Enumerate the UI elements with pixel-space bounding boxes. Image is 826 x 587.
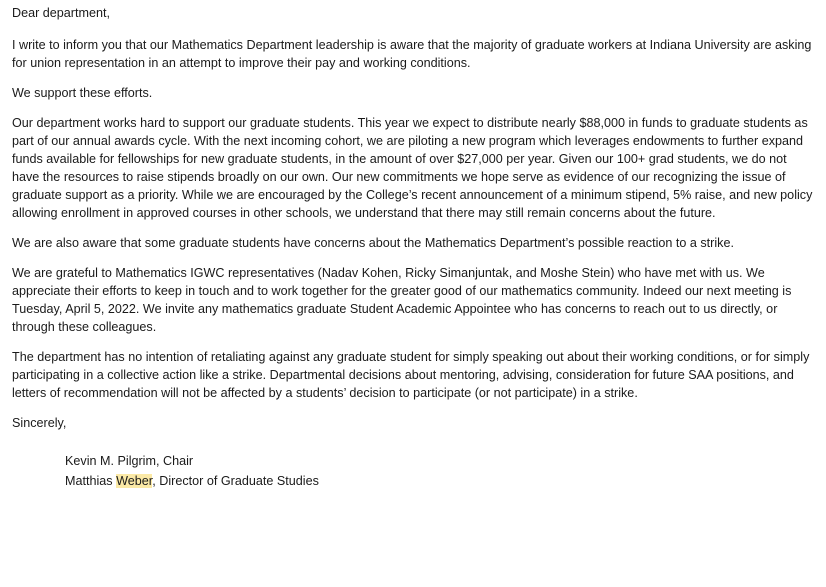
letter-greeting: Dear department, [12,6,111,20]
paragraph-support-statement: We support these efforts. [12,86,153,100]
paragraph-union-representation: I write to inform you that our Mathematics Department leadership is aware that the majority of graduate workers at Indiana University are asking for union representation in an attempt to improve their pay and working conditions. [12,38,812,70]
highlighted-surname: Weber [116,474,153,488]
signature-director-title: , Director of Graduate Studies [152,474,319,488]
paragraph-no-retaliation: The department has no intention of retaliating against any graduate student for simply speaking out about their working conditions, or for simply participating in a collective action like a strike. Departmental decisions about mentoring, advising, consideration for future SAA positions, and letters of recommendation will not be affected by a students’ decision to participate (or not participate) in a strike. [12,350,810,400]
letter-closing: Sincerely, [12,416,67,430]
paragraph-funding: Our department works hard to support our graduate students. This year we expect to distribute nearly $88,000 in funds to graduate students as part of our annual awards cycle. With the next incoming cohort, we are piloting a new program which leverages endowments to further expand funds available for fellowships for new graduate students, in the amount of over $27,000 per year. Given our 100+ grad students, we do not have the resources to raise stipends broadly on our own. Our new commitments we hope serve as evidence of our recognizing the issue of graduate support as a priority. While we are encouraged by the College’s recent announcement of a minimum stipend, 5% raise, and new policy allowing enrollment in approved courses in other schools, we understand that there may still remain concerns about the future. [12,116,813,220]
letter-document [12,4,816,492]
signature-block [12,452,816,490]
signature-director [65,472,816,490]
signature-chair: Kevin M. Pilgrim, Chair [65,454,194,468]
signature-director-first-name: Matthias [65,474,113,488]
paragraph-igwc-representatives: We are grateful to Mathematics IGWC representatives (Nadav Kohen, Ricky Simanjuntak, and Moshe Stein) who have met with us. We appreciate their efforts to keep in touch and to work together for the greater good of our mathematics community. Indeed our next meeting is Tuesday, April 5, 2022. We invite any mathematics graduate Student Academic Appointee who has concerns to reach out to us directly, or through these colleagues. [12,266,792,334]
paragraph-strike-concerns: We are also aware that some graduate students have concerns about the Mathematics Department’s possible reaction to a strike. [12,236,734,250]
